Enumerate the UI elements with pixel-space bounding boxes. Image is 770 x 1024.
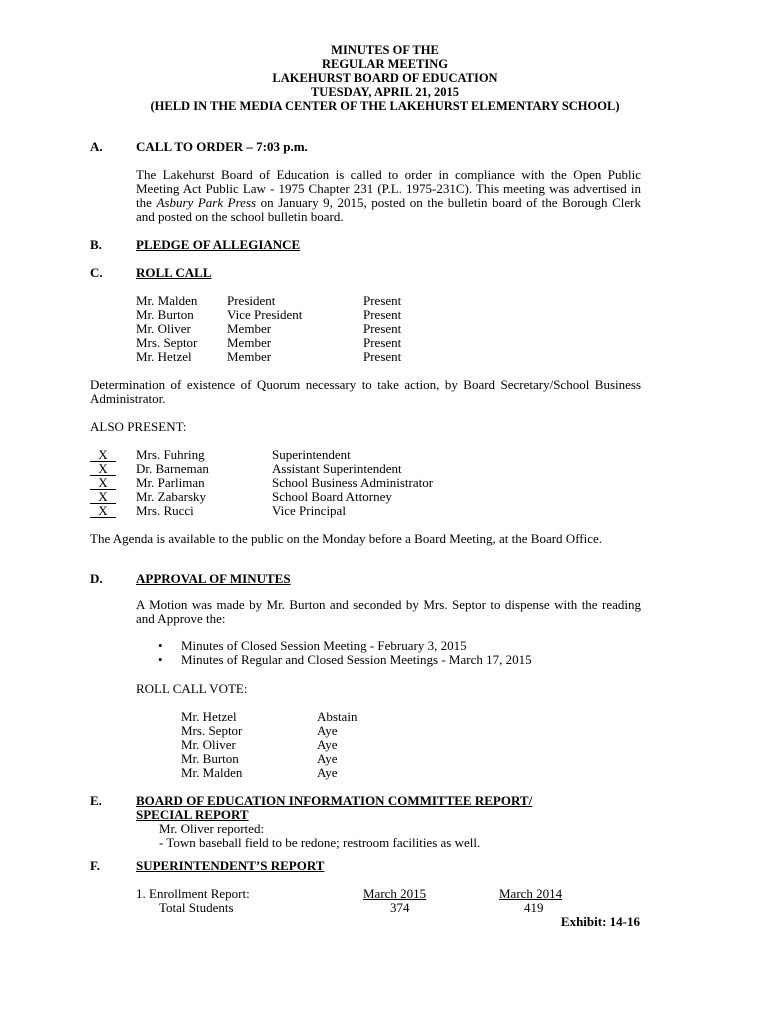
- roll-role: Member: [227, 349, 272, 364]
- roll-call-vote-label: ROLL CALL VOTE:: [136, 681, 248, 696]
- vote-value: Aye: [317, 737, 338, 752]
- attendee-name: Mrs. Rucci: [136, 503, 194, 518]
- section-b-letter: B.: [90, 237, 102, 252]
- title-line-2: REGULAR MEETING: [321, 57, 449, 71]
- approved-item: Minutes of Closed Session Meeting - February 3, 2015: [181, 638, 467, 653]
- title-line-1: MINUTES OF THE: [331, 43, 439, 57]
- voter-name: Mr. Hetzel: [181, 709, 237, 724]
- committee-report-item: - Town baseball field to be redone; restroom facilities as well.: [159, 835, 481, 850]
- call-to-order-text-1: The Lakehurst Board of Education is called to order in compliance with the Open Public Meeting Act Public Law - 1975 Chapter 231 (P.L. 1975-231C). This meeting was advertised in the: [136, 167, 641, 210]
- enrollment-report-label: 1. Enrollment Report:: [136, 886, 250, 901]
- section-b-title: PLEDGE OF ALLEGIANCE: [136, 237, 301, 252]
- total-students-label: Total Students: [159, 900, 234, 915]
- attendance-mark: X: [90, 490, 116, 504]
- bullet-icon: •: [158, 652, 163, 667]
- roll-role: President: [227, 293, 276, 308]
- roll-name: Mr. Hetzel: [136, 349, 192, 364]
- attendee-name: Mr. Parliman: [136, 475, 205, 490]
- section-f-letter: F.: [90, 858, 100, 873]
- roll-status: Present: [363, 293, 402, 308]
- newspaper-name: Asbury Park Press: [156, 195, 257, 210]
- enrollment-column-2014: March 2014: [499, 886, 563, 901]
- vote-value: Aye: [317, 765, 338, 780]
- section-e-title-line-1: BOARD OF EDUCATION INFORMATION COMMITTEE REPORT/: [136, 793, 533, 808]
- roll-role: Vice President: [227, 307, 303, 322]
- section-c-letter: C.: [90, 265, 103, 280]
- title-line-3: LAKEHURST BOARD OF EDUCATION: [272, 71, 498, 85]
- quorum-statement: Determination of existence of Quorum necessary to take action, by Board Secretary/School Business Administrator.: [90, 377, 641, 406]
- call-to-order-text-2: on January 9, 2015, posted on the bulletin board of the Borough Clerk and posted on the school bulletin board.: [136, 195, 641, 224]
- voter-name: Mrs. Septor: [181, 723, 243, 738]
- total-students-2014: 419: [524, 900, 544, 915]
- section-c-title: ROLL CALL: [136, 265, 212, 280]
- roll-status: Present: [363, 321, 402, 336]
- attendance-mark: X: [90, 462, 116, 476]
- section-d-letter: D.: [90, 571, 103, 586]
- vote-value: Abstain: [317, 709, 358, 724]
- vote-value: Aye: [317, 723, 338, 738]
- roll-status: Present: [363, 349, 402, 364]
- section-d-title: APPROVAL OF MINUTES: [136, 571, 291, 586]
- attendee-role: School Board Attorney: [272, 489, 392, 504]
- attendee-name: Dr. Barneman: [136, 461, 209, 476]
- approved-item: Minutes of Regular and Closed Session Meetings - March 17, 2015: [181, 652, 532, 667]
- attendance-mark: X: [90, 504, 116, 518]
- also-present-label: ALSO PRESENT:: [90, 419, 187, 434]
- section-e-letter: E.: [90, 793, 102, 808]
- roll-name: Mr. Burton: [136, 307, 194, 322]
- title-line-5: (HELD IN THE MEDIA CENTER OF THE LAKEHURST ELEMENTARY SCHOOL): [150, 99, 620, 113]
- attendee-role: School Business Administrator: [272, 475, 434, 490]
- section-a-letter: A.: [90, 139, 103, 154]
- voter-name: Mr. Burton: [181, 751, 239, 766]
- roll-name: Mr. Malden: [136, 293, 198, 308]
- voter-name: Mr. Malden: [181, 765, 243, 780]
- roll-name: Mrs. Septor: [136, 335, 198, 350]
- committee-reporter: Mr. Oliver reported:: [159, 821, 265, 836]
- section-a-title: CALL TO ORDER – 7:03 p.m.: [136, 139, 308, 154]
- exhibit-reference: Exhibit: 14-16: [560, 914, 640, 929]
- roll-status: Present: [363, 307, 402, 322]
- section-e-title-line-2: SPECIAL REPORT: [136, 807, 249, 822]
- vote-value: Aye: [317, 751, 338, 766]
- bullet-icon: •: [158, 638, 163, 653]
- attendance-mark: X: [90, 448, 116, 462]
- agenda-note: The Agenda is available to the public on the Monday before a Board Meeting, at the Board Office.: [90, 531, 603, 546]
- attendee-name: Mrs. Fuhring: [136, 447, 205, 462]
- roll-status: Present: [363, 335, 402, 350]
- attendance-mark: X: [90, 476, 116, 490]
- total-students-2015: 374: [390, 900, 410, 915]
- motion-text: A Motion was made by Mr. Burton and seconded by Mrs. Septor to dispense with the reading and Approve the:: [136, 597, 641, 626]
- roll-name: Mr. Oliver: [136, 321, 191, 336]
- attendee-role: Assistant Superintendent: [272, 461, 402, 476]
- roll-role: Member: [227, 335, 272, 350]
- attendee-role: Superintendent: [272, 447, 351, 462]
- enrollment-column-2015: March 2015: [363, 886, 427, 901]
- attendee-role: Vice Principal: [272, 503, 346, 518]
- roll-role: Member: [227, 321, 272, 336]
- title-line-4: TUESDAY, APRIL 21, 2015: [310, 85, 460, 99]
- attendee-name: Mr. Zabarsky: [136, 489, 207, 504]
- section-f-title: SUPERINTENDENT’S REPORT: [136, 858, 325, 873]
- voter-name: Mr. Oliver: [181, 737, 236, 752]
- call-to-order-paragraph: [136, 168, 641, 224]
